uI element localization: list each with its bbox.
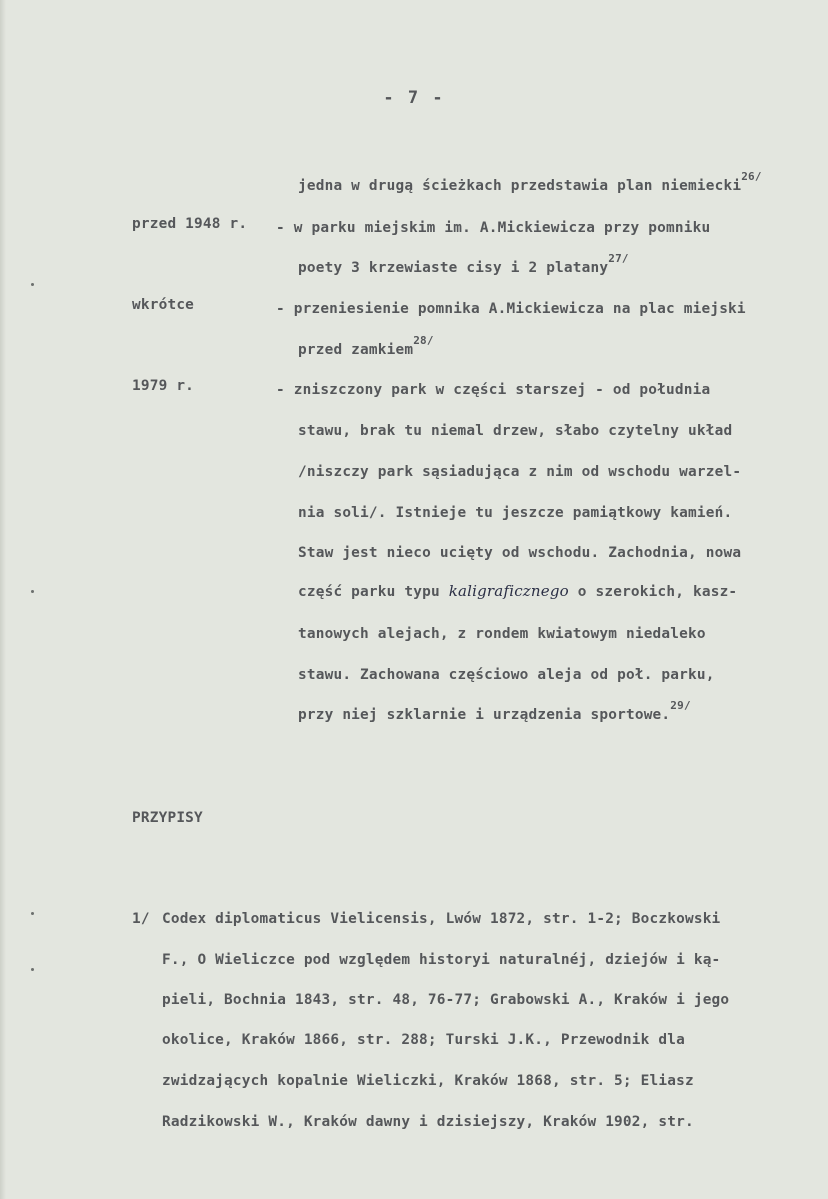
footnote-ref: 26/: [741, 170, 762, 183]
footnote-ref: 29/: [670, 699, 691, 712]
chronology-text-line: /niszczy park sąsiadująca z nim od wschodu warzel-: [298, 463, 742, 480]
page-number: - 7 -: [383, 88, 445, 108]
binding-hole: [31, 912, 34, 915]
chronology-text-line: nia soli/. Istnieje tu jeszcze pamiątkowy kamień.: [298, 504, 733, 521]
footnote-ref: 28/: [413, 334, 434, 347]
footnote-ref: 27/: [608, 252, 629, 265]
footnote-line: zwidzających kopalnie Wieliczki, Kraków 1868, str. 5; Eliasz: [162, 1073, 694, 1089]
footnote-line: F., O Wieliczce pod względem historyi naturalnéj, dziejów i ką-: [162, 952, 721, 968]
binding-hole: [31, 283, 34, 286]
footnote-line: okolice, Kraków 1866, str. 288; Turski J.K., Przewodnik dla: [162, 1032, 685, 1048]
chronology-text-line: - w parku miejskim im. A.Mickiewicza przy pomniku: [276, 219, 711, 236]
chronology-text-line: stawu, brak tu niemal drzew, słabo czytelny układ: [298, 422, 733, 439]
chronology-text-line: jedna w drugą ścieżkach przedstawia plan niemiecki$^{26/}$: [298, 170, 762, 194]
chronology-text-line: stawu. Zachowana częściowo aleja od poł. parku,: [298, 666, 715, 683]
footnote-number: 1/: [132, 911, 150, 927]
chronology-date: przed 1948 r.: [132, 216, 248, 232]
footnote-line: pieli, Bochnia 1843, str. 48, 76-77; Grabowski A., Kraków i jego: [162, 992, 730, 1008]
chronology-date: 1979 r.: [132, 378, 195, 394]
chronology-text-line: część parku typu kaligraficznego o szerokich, kasz-: [298, 582, 738, 600]
binding-hole: [31, 968, 34, 971]
handwritten-insertion: kaligraficznego: [448, 582, 569, 600]
paper-fold-shadow: [0, 0, 6, 1199]
chronology-text-line: Staw jest nieco ucięty od wschodu. Zachodnia, nowa: [298, 544, 742, 561]
footnote-line: Radzikowski W., Kraków dawny i dzisiejszy, Kraków 1902, str.: [162, 1114, 694, 1130]
chronology-text-line: - zniszczony park w części starszej - od południa: [276, 381, 711, 398]
chronology-text-line: przed zamkiem$^{28/}$: [298, 334, 434, 358]
footnote-line: Codex diplomaticus Vielicensis, Lwów 1872, str. 1-2; Boczkowski: [162, 911, 721, 927]
chronology-date: wkrótce: [132, 297, 195, 313]
chronology-text-line: poety 3 krzewiaste cisy i 2 platany$^{27/}$: [298, 252, 629, 276]
chronology-text-line: przy niej szklarnie i urządzenia sportowe.$^{29/}$: [298, 699, 691, 723]
chronology-text-line: tanowych alejach, z rondem kwiatowym niedaleko: [298, 625, 706, 642]
footnotes-heading: PRZYPISY: [132, 810, 203, 826]
binding-hole: [31, 590, 34, 593]
chronology-text-line: - przeniesienie pomnika A.Mickiewicza na plac miejski: [276, 300, 746, 317]
